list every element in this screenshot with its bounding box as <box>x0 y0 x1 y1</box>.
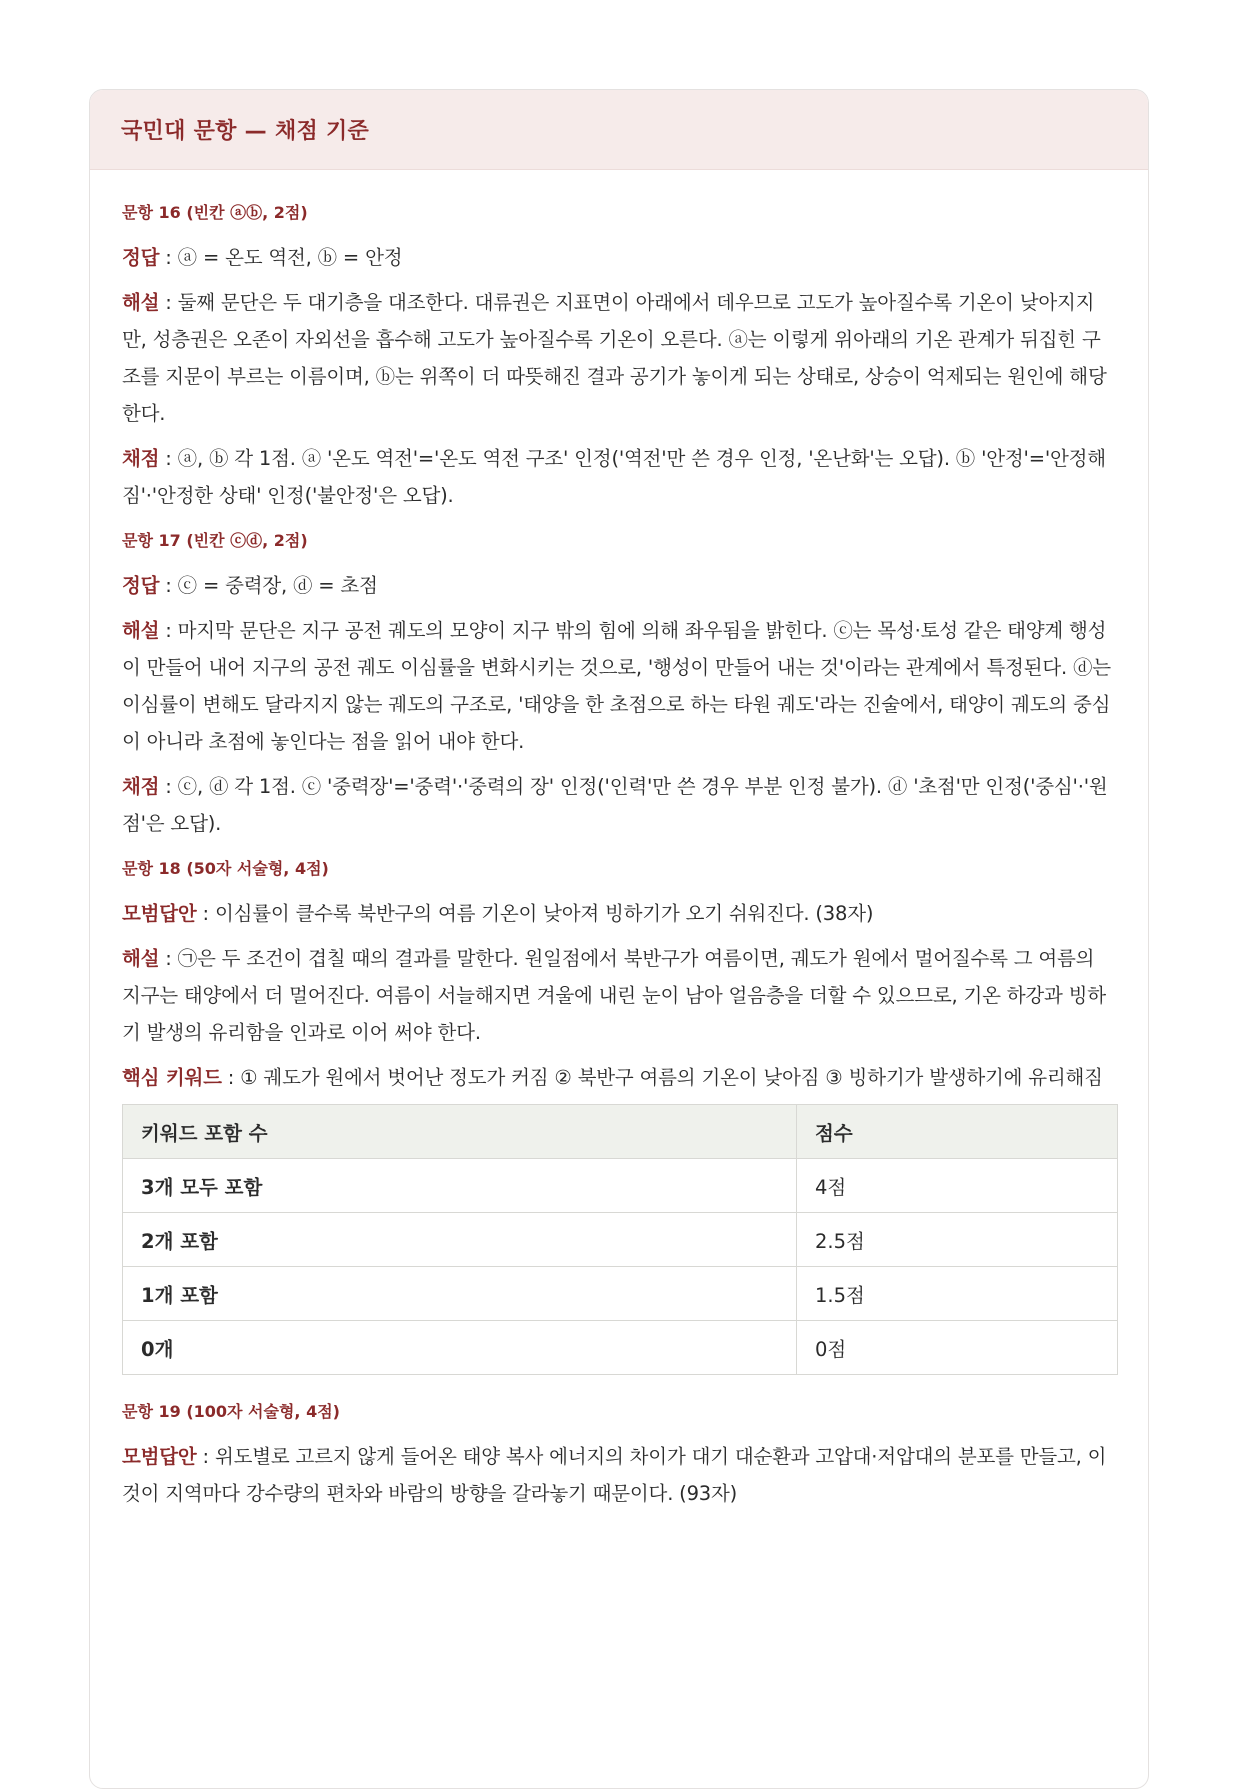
line-text: 이심률이 클수록 북반구의 여름 기온이 낮아져 빙하기가 오기 쉬워진다. (38자) <box>214 902 874 925</box>
line-label: 채점 <box>122 447 160 470</box>
line-label: 해설 <box>122 619 160 642</box>
table-row <box>123 1267 1118 1321</box>
page-title: 국민대 문항 — 채점 기준 <box>121 119 370 144</box>
table-row <box>123 1159 1118 1213</box>
table-header-row <box>123 1105 1118 1159</box>
question-16 <box>122 200 1117 514</box>
score-cell: 0점 <box>797 1321 1118 1375</box>
keyword-count-cell: 0개 <box>123 1321 797 1375</box>
line-text: 둘째 문단은 두 대기층을 대조한다. 대류권은 지표면이 아래에서 데우므로 고도가 높아질수록 기온이 낮아지지만, 성층권은 오존이 자외선을 흡수해 고도가 높아질수록 기온이 오른다. ⓐ는 이렇게 위아래의 기온 관계가 뒤집힌 구조를 지문이 부르는 이름이며, ⓑ는 위쪽이 더 따뜻해진 결과 공기가 놓이게 되는 상태로, 상승이 억제되는 원인에 해당한다. <box>122 291 1107 425</box>
table-row <box>123 1321 1118 1375</box>
line-text: 마지막 문단은 지구 공전 궤도의 모양이 지구 밖의 힘에 의해 좌우됨을 밝힌다. ⓒ는 목성·토성 같은 태양계 행성이 만들어 내어 지구의 공전 궤도 이심률을 변화시키는 것으로, '행성이 만들어 내는 것'이라는 관계에서 특정된다. ⓓ는 이심률이 변해도 달라지지 않는 궤도의 구조로, '태양을 한 초점으로 하는 타원 궤도'라는 진술에서, 태양이 궤도의 중심이 아니라 초점에 놓인다는 점을 읽어 내야 한다. <box>122 619 1111 753</box>
card-body <box>90 170 1148 1512</box>
line-text: ① 궤도가 원에서 벗어난 정도가 커짐 ② 북반구 여름의 기온이 낮아짐 ③ 빙하기가 발생하기에 유리해짐 <box>240 1066 1103 1089</box>
question-heading: 문항 16 (빈칸 ⓐⓑ, 2점) <box>122 203 308 222</box>
keyword-count-cell: 3개 모두 포함 <box>123 1159 797 1213</box>
line-text: ⓐ, ⓑ 각 1점. ⓐ '온도 역전'='온도 역전 구조' 인정('역전'만 쓴 경우 인정, '온난화'는 오답). ⓑ '안정'='안정해짐'·'안정한 상태' 인정('불안정'은 오답). <box>122 447 1106 507</box>
score-table <box>122 1104 1118 1375</box>
score-cell: 2.5점 <box>797 1213 1118 1267</box>
grading-line: 채점 : ⓐ, ⓑ 각 1점. ⓐ '온도 역전'='온도 역전 구조' 인정('역전'만 쓴 경우 인정, '온난화'는 오답). ⓑ '안정'='안정해짐'·'안정한 상태' 인정('불안정'은 오답). <box>122 447 1106 507</box>
model-answer-line: 모범답안 : 이심률이 클수록 북반구의 여름 기온이 낮아져 빙하기가 오기 쉬워진다. (38자) <box>122 902 874 925</box>
grading-card <box>89 89 1149 1789</box>
question-heading: 문항 17 (빈칸 ⓒⓓ, 2점) <box>122 531 308 550</box>
column-header-keywords: 키워드 포함 수 <box>123 1105 797 1159</box>
line-label: 해설 <box>122 947 160 970</box>
keyword-count-cell: 2개 포함 <box>123 1213 797 1267</box>
score-cell: 1.5점 <box>797 1267 1118 1321</box>
question-17 <box>122 528 1117 842</box>
line-text: ⓒ, ⓓ 각 1점. ⓒ '중력장'='중력'·'중력의 장' 인정('인력'만 쓴 경우 부분 인정 불가). ⓓ '초점'만 인정('중심'·'원점'은 오답). <box>122 775 1108 835</box>
keyword-count-cell: 1개 포함 <box>123 1267 797 1321</box>
line-label: 정답 <box>122 574 160 597</box>
keyword-line: 핵심 키워드 : ① 궤도가 원에서 벗어난 정도가 커짐 ② 북반구 여름의 기온이 낮아짐 ③ 빙하기가 발생하기에 유리해짐 <box>122 1066 1103 1089</box>
answer-line: 정답 : ⓐ = 온도 역전, ⓑ = 안정 <box>122 246 403 269</box>
question-19 <box>122 1399 1117 1512</box>
line-label: 채점 <box>122 775 160 798</box>
line-label: 정답 <box>122 246 160 269</box>
explanation-line: 해설 : ㉠은 두 조건이 겹칠 때의 결과를 말한다. 원일점에서 북반구가 여름이면, 궤도가 원에서 멀어질수록 그 여름의 지구는 태양에서 더 멀어진다. 여름이 서늘해지면 겨울에 내린 눈이 남아 얼음층을 더할 수 있으므로, 기온 하강과 빙하기 발생의 유리함을 인과로 이어 써야 한다. <box>122 947 1106 1044</box>
card-header <box>90 90 1148 170</box>
explanation-line: 해설 : 둘째 문단은 두 대기층을 대조한다. 대류권은 지표면이 아래에서 데우므로 고도가 높아질수록 기온이 낮아지지만, 성층권은 오존이 자외선을 흡수해 고도가 높아질수록 기온이 오른다. ⓐ는 이렇게 위아래의 기온 관계가 뒤집힌 구조를 지문이 부르는 이름이며, ⓑ는 위쪽이 더 따뜻해진 결과 공기가 놓이게 되는 상태로, 상승이 억제되는 원인에 해당한다. <box>122 291 1107 425</box>
line-text: 위도별로 고르지 않게 들어온 태양 복사 에너지의 차이가 대기 대순환과 고압대·저압대의 분포를 만들고, 이것이 지역마다 강수량의 편차와 바람의 방향을 갈라놓기 때문이다. (93자) <box>122 1445 1107 1505</box>
grading-line: 채점 : ⓒ, ⓓ 각 1점. ⓒ '중력장'='중력'·'중력의 장' 인정('인력'만 쓴 경우 부분 인정 불가). ⓓ '초점'만 인정('중심'·'원점'은 오답). <box>122 775 1108 835</box>
column-header-score: 점수 <box>797 1105 1118 1159</box>
line-label: 핵심 키워드 <box>122 1066 222 1089</box>
answer-line: 정답 : ⓒ = 중력장, ⓓ = 초점 <box>122 574 378 597</box>
question-heading: 문항 19 (100자 서술형, 4점) <box>122 1402 340 1421</box>
question-18 <box>122 856 1117 1375</box>
score-cell: 4점 <box>797 1159 1118 1213</box>
line-label: 모범답안 <box>122 902 197 925</box>
line-text: ⓐ = 온도 역전, ⓑ = 안정 <box>177 246 403 269</box>
table-row <box>123 1213 1118 1267</box>
explanation-line: 해설 : 마지막 문단은 지구 공전 궤도의 모양이 지구 밖의 힘에 의해 좌우됨을 밝힌다. ⓒ는 목성·토성 같은 태양계 행성이 만들어 내어 지구의 공전 궤도 이심률을 변화시키는 것으로, '행성이 만들어 내는 것'이라는 관계에서 특정된다. ⓓ는 이심률이 변해도 달라지지 않는 궤도의 구조로, '태양을 한 초점으로 하는 타원 궤도'라는 진술에서, 태양이 궤도의 중심이 아니라 초점에 놓인다는 점을 읽어 내야 한다. <box>122 619 1111 753</box>
line-label: 해설 <box>122 291 160 314</box>
line-text: ㉠은 두 조건이 겹칠 때의 결과를 말한다. 원일점에서 북반구가 여름이면, 궤도가 원에서 멀어질수록 그 여름의 지구는 태양에서 더 멀어진다. 여름이 서늘해지면 겨울에 내린 눈이 남아 얼음층을 더할 수 있으므로, 기온 하강과 빙하기 발생의 유리함을 인과로 이어 써야 한다. <box>122 947 1106 1044</box>
line-label: 모범답안 <box>122 1445 197 1468</box>
question-heading: 문항 18 (50자 서술형, 4점) <box>122 859 329 878</box>
model-answer-line: 모범답안 : 위도별로 고르지 않게 들어온 태양 복사 에너지의 차이가 대기 대순환과 고압대·저압대의 분포를 만들고, 이것이 지역마다 강수량의 편차와 바람의 방향을 갈라놓기 때문이다. (93자) <box>122 1445 1107 1505</box>
line-text: ⓒ = 중력장, ⓓ = 초점 <box>177 574 378 597</box>
